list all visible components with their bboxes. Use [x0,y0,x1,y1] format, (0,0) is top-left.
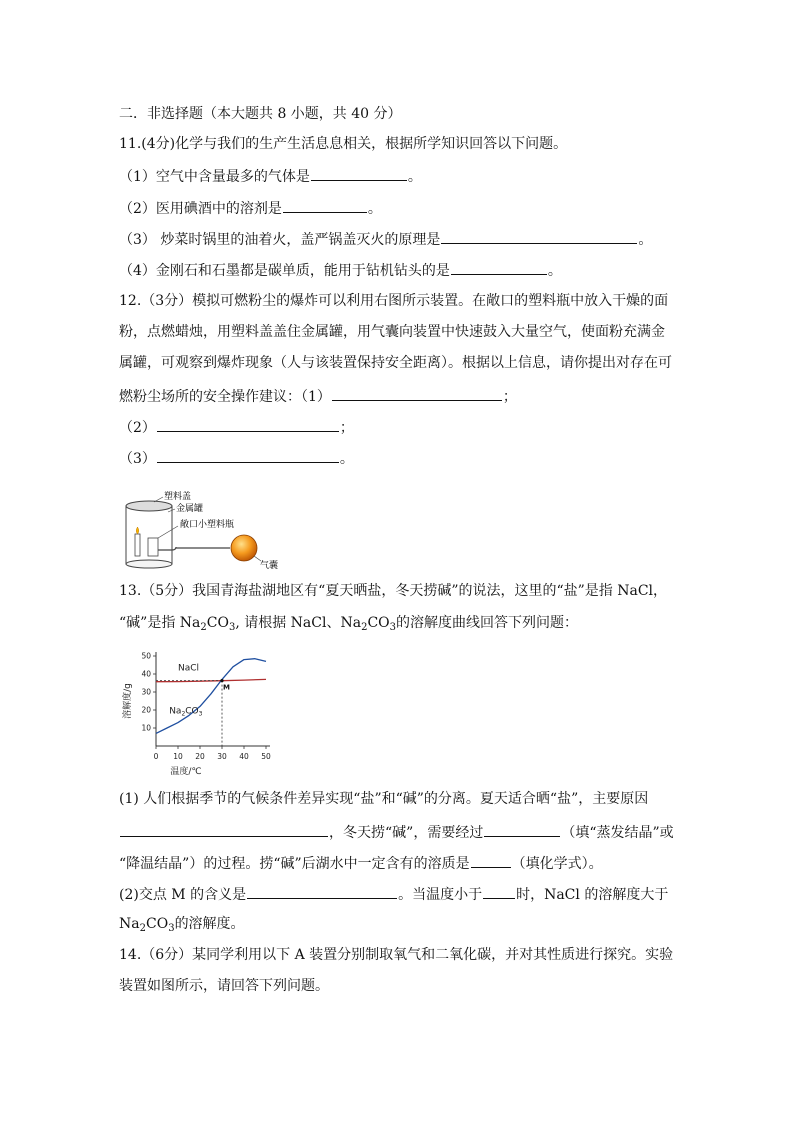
q11-part3 [119,230,652,248]
q11-part1-text: （1）空气中含量最多的气体是 [119,169,310,185]
q12-line4-end: ； [502,389,517,405]
q11-part3-text: （3） 炒菜时锅里的油着火，盖严锅盖灭火的原理是 [119,232,441,248]
q11-part3-end: 。 [638,232,653,248]
q11-part2 [119,199,382,217]
q13-part2-text: Na [119,916,140,932]
q12-answer3-end: 。 [339,451,354,467]
x-tick-label: 0 [153,752,159,761]
q13-point-m-blank[interactable] [247,885,397,899]
q12-answer2-label: （2） [119,420,156,436]
q13-part2-text: 时，NaCl 的溶解度大于 [516,887,669,903]
air-bag [231,535,257,561]
q12-answer1-blank[interactable] [332,387,502,401]
q12-line4-text: 燃粉尘场所的安全操作建议：（1） [119,389,331,405]
q11-part2-blank[interactable] [283,199,367,213]
q11-part2-text: （2）医用碘酒中的溶剂是 [119,201,282,217]
section-title: 二．非选择题（本大题共 8 小题，共 40 分） [119,106,402,122]
q13-part1-text: （填化学式）。 [511,856,603,872]
q13-part2-line2 [119,916,245,937]
series-line-na2co3 [156,659,266,734]
q12-line4 [119,387,517,405]
q13-line2-part: 的溶解度曲线回答下列问题： [396,615,579,631]
candle [135,534,140,556]
label-bag: 气囊 [260,561,278,571]
q12-answer3-label: （3） [119,451,156,467]
subscript: 2 [139,923,146,934]
y-tick-label: 20 [141,705,151,715]
x-tick-label: 10 [173,752,183,761]
series-label-na2co3: $Na_2CO_3$ [169,706,203,718]
y-tick-label: 50 [141,651,151,661]
x-tick-label: 30 [217,752,227,761]
y-tick-label: 10 [141,723,151,733]
q12-line2: 粉，点燃蜡烛，用塑料盖盖住金属罐，用气囊向装置中快速鼓入大量空气，使面粉充满金 [119,324,665,340]
q13-part1-line2 [119,823,674,841]
q11-part4-end: 。 [547,263,562,279]
q11-part4 [119,261,562,279]
q13-part2-line1 [119,885,668,903]
y-tick-label: 40 [141,669,151,679]
q11-part1 [119,167,422,185]
q13-solute-blank[interactable] [471,854,511,868]
q12-line3: 属罐，可观察到爆炸现象（人与该装置保持安全距离）。根据以上信息，请你提出对存在可 [119,355,672,371]
q13-line2-part: CO [206,615,229,631]
q13-temperature-blank[interactable] [483,885,515,899]
subscript: 3 [228,622,236,633]
q11-part2-end: 。 [367,201,382,217]
point-m-marker [220,679,223,682]
q13-part1-line3 [119,854,603,872]
q13-line2-part: , 请根据 NaCl、Na [235,615,362,631]
subscript: 2 [200,622,207,633]
plastic-lid [126,501,172,511]
subscript: 3 [168,923,175,934]
q12-answer3 [119,449,354,467]
q13-part2-text: 。当温度小于 [398,887,483,903]
q11-stem: 11.(4分)化学与我们的生产生活息息相关，根据所学知识回答以下问题。 [119,136,568,152]
q13-line2-part: “碱”是指 Na [119,615,201,631]
q13-part1-text: ，冬天捞“碱”，需要经过 [329,825,484,841]
q12-line1: 12.（3分）模拟可燃粉尘的爆炸可以利用右图所示装置。在敞口的塑料瓶中放入干燥的面 [119,293,669,309]
series-label-nacl: NaCl [178,663,200,674]
y-tick-label: 30 [141,687,151,697]
q12-answer3-blank[interactable] [157,449,339,463]
solubility-chart [118,646,278,778]
q12-answer2 [119,418,354,436]
x-tick-label: 40 [239,752,249,761]
label-can: 金属罐 [176,504,204,514]
q13-method-blank[interactable] [484,823,560,837]
q14-line1: 14.（6分）某同学利用以下 A 装置分别制取氧气和二氧化碳，并对其性质进行探究。实验 [119,947,674,963]
point-m-label: M [223,683,230,692]
x-tick-label: 50 [261,752,271,761]
q13-part2-text: CO [145,916,169,932]
q11-part1-blank[interactable] [311,167,407,181]
q14-line2: 装置如图所示，请回答下列问题。 [119,978,329,994]
q11-part3-blank[interactable] [441,230,637,244]
q13-line2-part: CO [367,615,390,631]
q11-part1-end: 。 [407,169,422,185]
q13-part2-text: 的溶解度。 [174,916,245,932]
label-bottle: 敞口小塑料瓶 [180,520,235,530]
q13-part1-text: “降温结晶”）的过程。捞“碱”后湖水中一定含有的溶质是 [119,856,470,872]
subscript: 3 [389,622,397,633]
q11-part4-text: （4）金刚石和石墨都是碳单质，能用于钻机钻头的是 [119,263,450,279]
q12-answer2-end: ； [339,420,354,436]
q13-line1: 13.（5分）我国青海盐湖地区有“夏天晒盐，冬天捞碱”的说法，这里的“盐”是指 NaCl， [119,583,668,599]
label-lid: 塑料盖 [164,492,192,502]
q11-part4-blank[interactable] [451,261,547,275]
q13-reason-blank[interactable] [120,823,328,837]
q13-part2-text: (2)交点 M 的含义是 [119,887,247,903]
q13-part1-text: （填“蒸发结晶”或 [561,825,674,841]
q13-part1-line1: (1) 人们根据季节的气候条件差异实现“盐”和“碱”的分离。夏天适合晒“盐”，主要原因 [119,791,649,807]
q13-line2 [119,615,578,636]
y-axis-label: 溶解度/g [123,683,133,719]
q12-answer2-blank[interactable] [157,418,339,432]
x-tick-label: 20 [195,752,205,761]
dust-explosion-apparatus-figure [118,490,278,572]
subscript: 2 [361,622,368,633]
open-plastic-bottle [148,538,158,556]
x-axis-label: 温度/℃ [170,767,202,777]
